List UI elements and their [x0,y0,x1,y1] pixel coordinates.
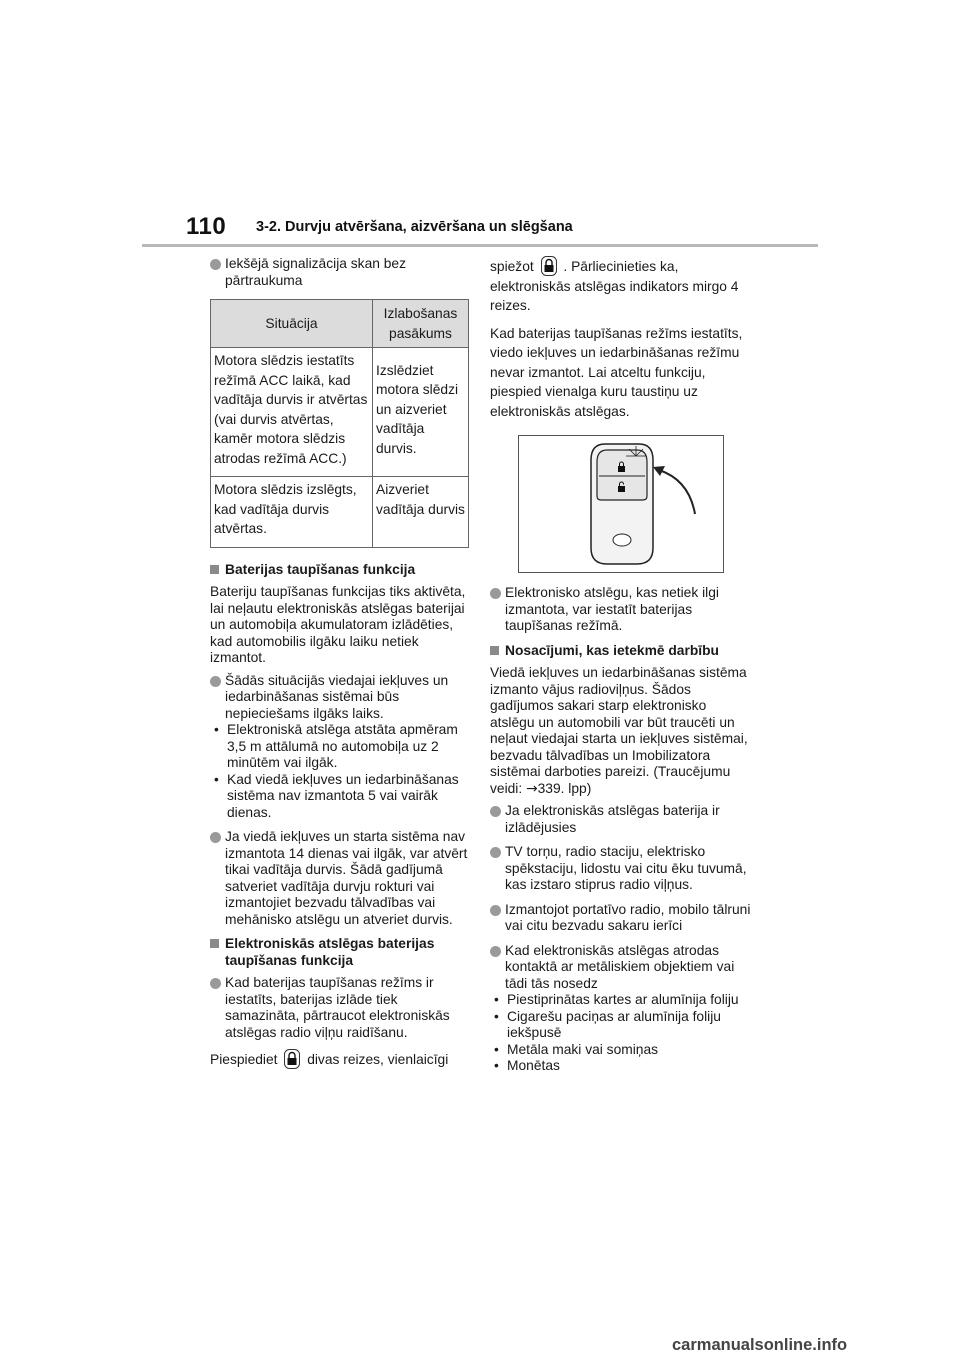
bullet-14-days [210,829,470,928]
page-number: 110 [186,213,227,240]
table-row [211,477,469,548]
bullet-dot-icon [210,676,221,687]
sub-bullet-mark: • [214,771,219,787]
bullet-dot-icon [490,847,501,858]
bullet-portable-radio [490,902,752,935]
bullet-text: TV torņu, radio staciju, elektrisko spēkstaciju, lidostu vai citu ēku tuvumā, kas izstaro stiprus radio viļņus. [505,844,747,892]
sub-bullet-mark: • [494,1008,499,1024]
conditions-heading [490,643,752,660]
sub-item-text: Cigarešu paciņas ar alumīnija foliju iekšpusē [507,1008,721,1040]
sub-item [490,992,752,1009]
cont-text-after: . Pārliecinieties ka, elektroniskās atslēgas indikators mirgo 4 reizes. [490,259,739,313]
bullet-dot-icon [490,806,501,817]
sub-item-text: Monētas [507,1058,560,1073]
saving-mode-text: Kad baterijas taupīšanas režīms iestatīts, viedo iekļuves un iedarbināšanas režīmu nevar izmantot. Lai atceltu funkciju, piespied vienalga kuru taustiņu uz elektroniskās atslēgas. [490,325,743,419]
table-cell-action: Izslēdziet motora slēdzi un aizveriet vadītāja durvis. [373,348,469,477]
table-cell-situation: Motora slēdzis izslēgts, kad vadītāja durvis atvērtas. [211,477,373,548]
sub-bullet-mark: • [494,992,499,1007]
bullet-dot-icon [210,832,221,843]
conditions-text [490,665,752,797]
bullet-text: Ja elektroniskās atslēgas baterija ir izlādējusies [505,803,720,835]
left-column [210,256,470,1075]
heading-text: Nosacījumi, kas ietekmē darbību [505,642,719,658]
bullet-text: Kad elektroniskās atslēgas atrodas kontaktā ar metāliskiem objektiem vai tādi tās nosedz [505,942,735,991]
bullet-text: Šādās situācijās viedajai iekļuves un iedarbināšanas sistēmai būs nepieciešams ilgāks laiks. [225,672,449,721]
bullet-alarm [210,256,470,289]
bullet-battery-dead [490,803,752,836]
bullet-longer-time [210,673,470,723]
bullet-text: Kad baterijas taupīšanas režīms ir iestatīts, baterijas izlāde tiek samazināta, pārtraucot elektroniskās atslēgas radio viļņu raidīšanu. [225,975,450,1040]
sub-item-text: Metāla maki vai somiņas [507,1041,659,1057]
table-row [211,348,469,477]
battery-text: Bateriju taupīšanas funkcijas tiks aktivēta, lai neļautu elektroniskās atslēgas baterijai un automobiļa akumulatoram izlādēties, kad automobilis ilgāku laiku netiek izmantot. [210,584,466,665]
sub-item [490,1042,752,1059]
page-ref-arrow: → [526,780,538,797]
square-bullet-icon [210,939,219,948]
sub-item-text: Elektroniskā atslēga atstāta apmēram 3,5 m attālumā no automobiļa uz 2 minūtēm vai ilgāk. [227,722,458,770]
sub-bullet-mark: • [494,1041,499,1057]
sub-item-text: Piestiprinātas kartes ar alumīnija foliju [507,992,739,1007]
bullet-dot-icon [490,905,501,916]
key-fob-icon [519,436,723,572]
bullet-unused-key [490,585,752,635]
press-text-before: Piespiediet [210,1052,278,1067]
bullet-metal-contact [490,943,752,993]
watermark: carmanualsonline.info [672,1336,848,1354]
bullet-text: Izmantojot portatīvo radio, mobilo tālruni vai citu bezvadu sakaru ierīci [505,901,751,933]
table-header-action: Izlabošanas pasākums [373,300,469,348]
bullet-dot-icon [490,946,501,957]
situation-table [210,299,469,548]
table-header-row [211,300,469,348]
square-bullet-icon [210,565,219,574]
key-fob-illustration [518,435,724,573]
sub-item [490,1009,752,1042]
square-bullet-icon [490,646,499,655]
sub-item [490,1058,752,1075]
lock-button-icon [284,1049,300,1069]
bullet-text: Iekšējā signalizācija skan bez pārtraukuma [225,256,406,288]
sub-item-text: Kad viedā iekļuves un iedarbināšanas sistēma nav izmantota 5 vai vairāk dienas. [227,771,459,820]
press-continuation [490,256,752,316]
cont-text-before: spiežot [490,259,534,274]
sub-bullet-mark: • [214,722,219,737]
lock-button-icon [541,256,557,276]
bullet-text: Elektronisko atslēgu, kas netiek ilgi izmantota, var iestatīt baterijas taupīšanas režīmā. [505,585,719,633]
bullet-radio-towers [490,844,752,894]
table-cell-situation: Motora slēdzis iestatīts režīmā ACC laikā, kad vadītāja durvis ir atvērtas (vai durvis atvērtas, kamēr motora slēdzis atrodas režīmā ACC.) [211,348,373,477]
header-divider [142,244,818,247]
bullet-dot-icon [490,588,501,599]
sub-bullet-mark: • [494,1058,499,1073]
bullet-dot-icon [210,978,221,989]
conditions-text-main: Viedā iekļuves un iedarbināšanas sistēma izmanto vājus radioviļņus. Šādos gadījumos sakari starp elektronisko atslēgu un automobili var būt traucēti un neļaut viedajai starta un iekļuves sistēmai, bezvadu tālvadības un Imobilizatora sistēmai darboties pareizi. (Traucējumu veidi: [490,665,748,796]
sub-item [210,772,470,822]
right-column [490,256,752,1075]
press-text-after: divas reizes, vienlaicīgi [307,1052,449,1067]
key-battery-heading [210,936,470,969]
table-cell-action: Aizveriet vadītāja durvis [373,477,469,548]
table-header-situation: Situācija [211,300,373,348]
bullet-text: Ja viedā iekļuves un starta sistēma nav izmantota 14 dienas vai ilgāk, var atvērt tikai vadītāja durvis. Šādā gadījumā satveriet vadītāja durvju rokturi vai izmantojiet bezvadu tālvadības vai mehānisko atslēgu un atveriet durvis. [225,829,468,927]
heading-text: Elektroniskās atslēgas baterijas taupīšanas funkcija [225,936,435,968]
press-instruction [210,1049,470,1069]
heading-text: Baterijas taupīšanas funkcija [225,561,416,577]
section-title: 3-2. Durvju atvēršana, aizvēršana un slēgšana [256,219,573,235]
page-ref-link[interactable]: 339. lpp) [537,780,592,796]
battery-heading [210,562,470,579]
bullet-saving-mode [210,975,470,1041]
sub-item [210,722,470,772]
bullet-dot-icon [210,259,221,270]
